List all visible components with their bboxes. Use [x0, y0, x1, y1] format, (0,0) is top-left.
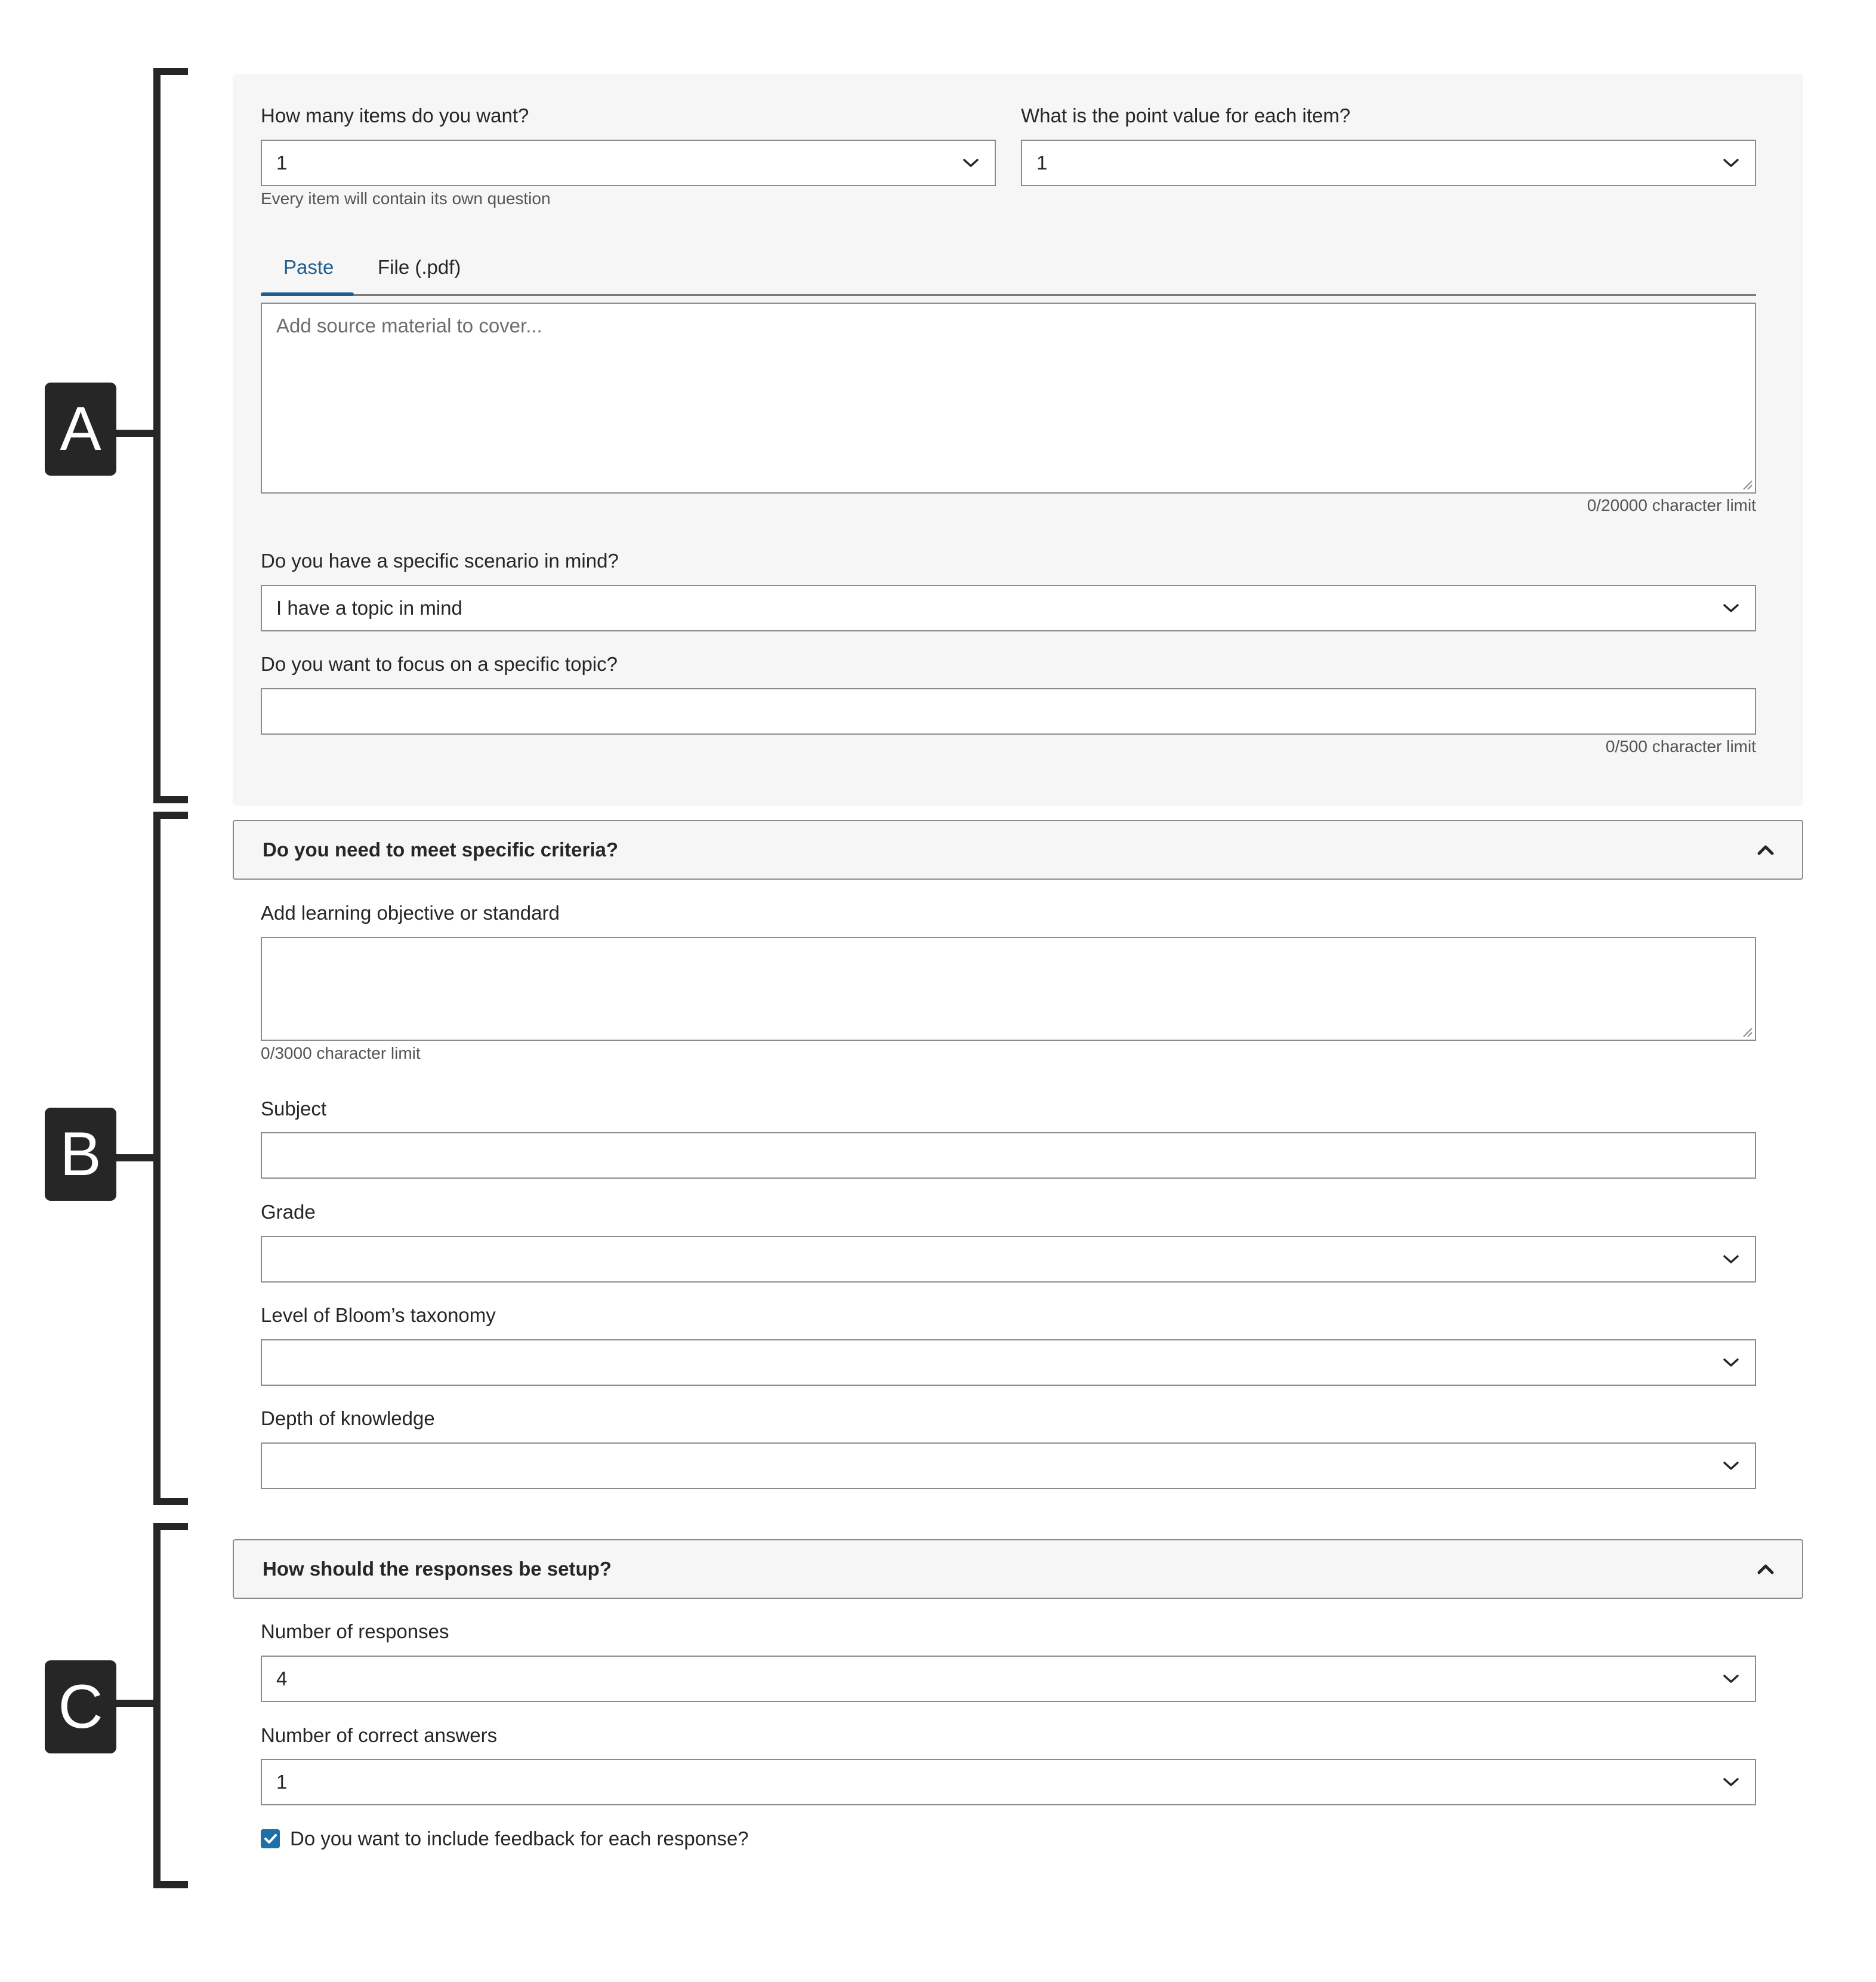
tab-file-pdf[interactable]: File (.pdf) — [378, 256, 461, 278]
bloom-taxonomy-label: Level of Bloom’s taxonomy — [261, 1304, 496, 1326]
criteria-accordion-title: Do you need to meet specific criteria? — [263, 839, 618, 861]
annotation-badge-b: B — [45, 1108, 116, 1201]
subject-input[interactable] — [261, 1132, 1756, 1179]
number-of-correct-answers-value: 1 — [276, 1771, 288, 1793]
chevron-down-icon — [1723, 158, 1739, 168]
items-count-select[interactable] — [261, 140, 996, 186]
point-value-value: 1 — [1036, 152, 1048, 174]
active-tab-indicator — [261, 292, 354, 296]
tab-paste[interactable]: Paste — [283, 256, 334, 278]
feedback-checkbox[interactable] — [261, 1829, 280, 1848]
topic-label: Do you want to focus on a specific topic? — [261, 653, 618, 675]
grade-select[interactable] — [261, 1236, 1756, 1283]
items-count-value: 1 — [276, 152, 288, 174]
scenario-value: I have a topic in mind — [276, 597, 462, 619]
subject-label: Subject — [261, 1098, 327, 1120]
topic-limit: 0/500 character limit — [1605, 737, 1756, 756]
items-count-label: How many items do you want? — [261, 104, 529, 127]
checkmark-icon — [261, 1829, 280, 1848]
responses-accordion-title: How should the responses be setup? — [263, 1558, 612, 1580]
chevron-down-icon — [1723, 603, 1739, 613]
scenario-label: Do you have a specific scenario in mind? — [261, 550, 619, 572]
chevron-down-icon — [1723, 1674, 1739, 1684]
topic-input[interactable] — [261, 688, 1756, 735]
resize-handle-icon[interactable] — [1742, 1027, 1752, 1037]
chevron-down-icon — [962, 158, 979, 168]
scenario-select[interactable] — [261, 585, 1756, 631]
number-of-correct-answers-select[interactable] — [261, 1759, 1756, 1805]
chevron-down-icon — [1723, 1254, 1739, 1264]
number-of-responses-value: 4 — [276, 1667, 288, 1690]
source-material-limit: 0/20000 character limit — [1587, 496, 1756, 514]
chevron-up-icon — [1757, 1564, 1775, 1574]
chevron-down-icon — [1723, 1461, 1739, 1471]
chevron-up-icon — [1757, 844, 1775, 855]
depth-of-knowledge-label: Depth of knowledge — [261, 1407, 435, 1429]
number-of-correct-answers-label: Number of correct answers — [261, 1724, 498, 1746]
point-value-label: What is the point value for each item? — [1021, 104, 1351, 127]
source-material-placeholder: Add source material to cover... — [276, 315, 542, 337]
annotation-badge-c: C — [45, 1660, 116, 1753]
number-of-responses-label: Number of responses — [261, 1620, 449, 1642]
chevron-down-icon — [1723, 1358, 1739, 1367]
point-value-select[interactable] — [1021, 140, 1756, 186]
criteria-accordion-header[interactable] — [233, 820, 1803, 880]
items-count-hint: Every item will contain its own question — [261, 189, 551, 208]
depth-of-knowledge-select[interactable] — [261, 1442, 1756, 1489]
source-material-textarea[interactable] — [261, 303, 1756, 494]
learning-objective-textarea[interactable] — [261, 937, 1756, 1041]
tabs-divider — [261, 294, 1756, 296]
learning-objective-limit: 0/3000 character limit — [261, 1044, 421, 1062]
responses-accordion-header[interactable] — [233, 1539, 1803, 1599]
grade-label: Grade — [261, 1201, 316, 1223]
resize-handle-icon[interactable] — [1742, 479, 1752, 490]
annotation-badge-a: A — [45, 383, 116, 476]
bloom-taxonomy-select[interactable] — [261, 1339, 1756, 1386]
learning-objective-label: Add learning objective or standard — [261, 902, 560, 924]
chevron-down-icon — [1723, 1777, 1739, 1787]
number-of-responses-select[interactable] — [261, 1656, 1756, 1702]
feedback-checkbox-label[interactable]: Do you want to include feedback for each response? — [290, 1827, 749, 1850]
